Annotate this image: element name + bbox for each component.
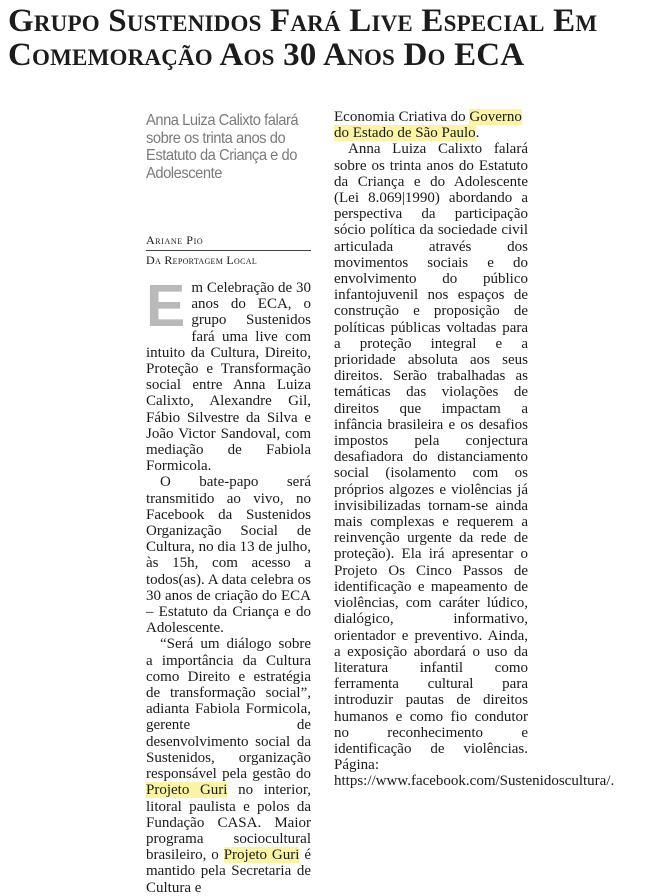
deck-subtitle: Anna Luiza Calixto falará sobre os trinta anos do Estatuto da Criança e do Adolescente bbox=[146, 112, 299, 182]
drop-cap: E bbox=[146, 273, 186, 339]
article-column-2 bbox=[334, 109, 615, 790]
projeto-guri-link-1[interactable]: Projeto Guri bbox=[146, 782, 228, 799]
headline-line-2: Comemoração Aos 30 Anos Do ECA bbox=[8, 37, 525, 73]
paragraph-continued bbox=[334, 109, 528, 141]
projeto-guri-link-2[interactable]: Projeto Guri bbox=[223, 847, 300, 864]
paragraph-3-text-c: é mantido pela Secretaria de Cultura e bbox=[146, 847, 311, 896]
article-column-1 bbox=[146, 273, 311, 896]
byline-author: Ariane Pio bbox=[146, 233, 311, 251]
paragraph-3 bbox=[146, 636, 311, 895]
paragraph-1 bbox=[146, 273, 311, 475]
byline bbox=[146, 233, 311, 268]
headline bbox=[8, 4, 640, 72]
paragraph-continued-text-b: . bbox=[475, 125, 480, 142]
paragraph-1-text: m Celebração de 30 anos do ECA, o grupo Sustenidos fará uma live com intuito da Cultura, Direito, Proteção e Transformação social entre Anna Luiza Calixto, Alexandre Gil, Fábio Silvestre da Silva e João Victor Sandoval, com mediação de Fabiola Formicola. bbox=[146, 280, 311, 475]
paragraph-2: O bate-papo será transmitido ao vivo, no Facebook da Sustenidos Organização Social de Cultura, no dia 13 de julho, às 15h, com acesso a todos(as). A data celebra os 30 anos de criação do ECA – Estatuto da Criança e do Adolescente. bbox=[146, 474, 311, 637]
paragraph-3-text-a: “Será um diálogo sobre a importância da Cultura como Direito e estratégia de transformação social”, adianta Fabiola Formicola, gerente de desenvolvimento social da Sustenidos, organização responsável pela gestão do bbox=[146, 636, 311, 783]
byline-department: Da Reportagem Local bbox=[146, 253, 258, 267]
paragraph-continued-text-a: Economia Criativa do bbox=[334, 109, 470, 125]
governo-sp-link[interactable]: Governo do Estado de São Paulo bbox=[334, 109, 522, 142]
headline-line-1: Grupo Sustenidos Fará Live Especial Em bbox=[8, 3, 598, 39]
paragraph-3-text-b: no interior, litoral paulista e polos da Fundação CASA. Maior programa sociocultural brasileiro, o bbox=[146, 782, 311, 864]
paragraph-4: Anna Luiza Calixto falará sobre os trinta anos do Estatuto da Criança e do Adolescente (Lei 8.069|1990) abordando a perspectiva da participação sócio política da sociedade civil articulada através dos movimentos sociais e do envolvimento do público infantojuvenil nos espaços de construção e proposição de políticas públicas voltadas para a proteção integral e a prioridade absoluta aos seus direitos. Serão trabalhadas as temáticas das violações de direitos que impactam a infância brasileira e os desafios impostos pela conjectura desafiadora do distanciamento social (isolamento com os próprios algozes e violências já invisibilizadas tornam-se ainda mais complexas e requerem a reinvenção urgente da rede de proteção). Ela irá apresentar o Projeto Os Cinco Passos de identificação e mapeamento de violências, com caráter lúdico, dialógico, informativo, orientador e preventivo. Ainda, a exposição abordará o uso da literatura infantil como ferramenta cultural para introduzir pautas de direitos humanos e como fio condutor no reconhecimento e identificação de violências. Página: https://www.facebook.com/Sustenidoscultura/. bbox=[334, 141, 615, 790]
